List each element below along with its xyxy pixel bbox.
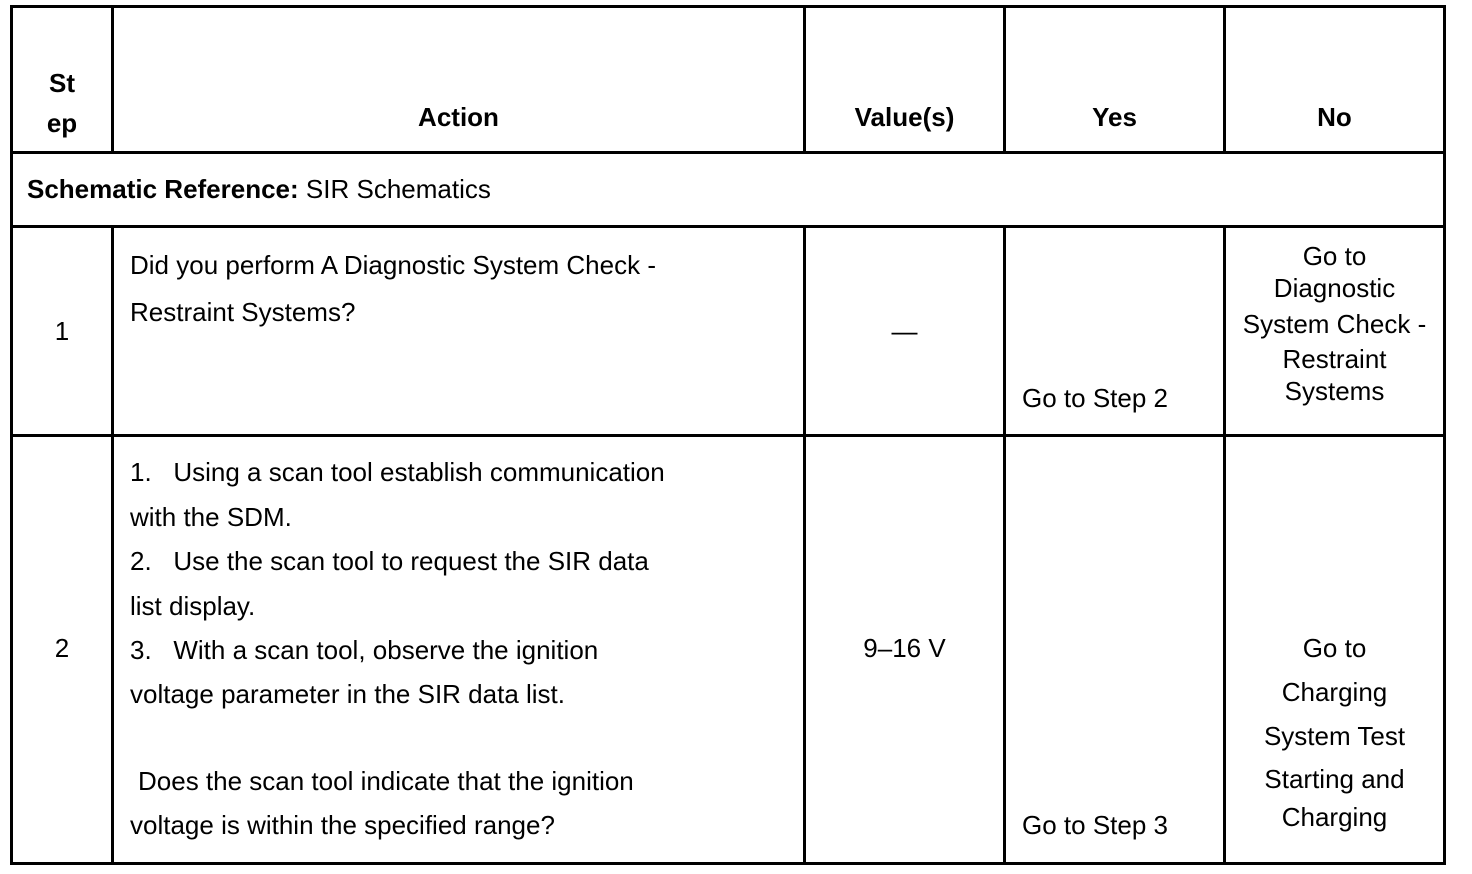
table-border-bottom xyxy=(10,862,1446,865)
row2-action-line: list display. xyxy=(130,591,256,621)
row2-action-line: voltage parameter in the SIR data list. xyxy=(130,679,566,709)
row2-action-line: 2. Use the scan tool to request the SIR data xyxy=(130,546,649,576)
row1-no-line[interactable]: Systems xyxy=(1284,376,1385,406)
row2-yes-link[interactable]: Go to Step 3 xyxy=(1022,810,1168,840)
row2-no-line[interactable]: System Test xyxy=(1263,721,1406,751)
table-border-right xyxy=(1443,5,1446,865)
row2-no-line[interactable]: Charging xyxy=(1281,677,1388,707)
header-action: Action xyxy=(418,102,499,132)
header-step: St ep xyxy=(46,68,78,138)
row1-action-line: Did you perform A Diagnostic System Check - xyxy=(130,250,656,280)
row2-question-line: Does the scan tool indicate that the ignition xyxy=(138,766,634,796)
row1-no-line[interactable]: Restraint xyxy=(1282,344,1387,374)
row2-action-line: with the SDM. xyxy=(130,502,292,532)
row1-no-line[interactable]: Diagnostic xyxy=(1273,273,1396,303)
header-divider xyxy=(10,151,1446,154)
row1-yes-link[interactable]: Go to Step 2 xyxy=(1022,383,1168,413)
row-divider xyxy=(10,434,1446,437)
diagnostic-table xyxy=(10,5,1446,865)
row1-value: — xyxy=(891,316,918,346)
row2-no-line[interactable]: Charging xyxy=(1281,802,1388,832)
row1-no-line[interactable]: Go to xyxy=(1302,241,1367,271)
row2-no-line[interactable]: Go to xyxy=(1302,633,1367,663)
row2-action-line: 3. With a scan tool, observe the ignition xyxy=(130,635,599,665)
column-divider xyxy=(1003,225,1006,865)
schematic-reference xyxy=(27,174,491,205)
row2-value: 9–16 V xyxy=(863,633,946,663)
row2-no-line[interactable]: Starting and xyxy=(1264,764,1405,794)
schematic-reference-link[interactable]: SIR Schematics xyxy=(305,174,491,204)
header-no: No xyxy=(1317,102,1352,132)
schematic-reference-label: Schematic Reference: xyxy=(27,174,299,204)
row1-step: 1 xyxy=(54,316,70,346)
header-yes: Yes xyxy=(1092,102,1137,132)
row2-question-line: voltage is within the specified range? xyxy=(130,810,555,840)
row1-no-line[interactable]: System Check - xyxy=(1242,309,1427,339)
row2-action-line: 1. Using a scan tool establish communication xyxy=(130,457,665,487)
schematic-divider xyxy=(10,225,1446,228)
row1-action-line: Restraint Systems? xyxy=(130,297,356,327)
table-border-top xyxy=(10,5,1446,8)
row2-step: 2 xyxy=(54,633,70,663)
column-divider xyxy=(111,225,114,865)
header-values: Value(s) xyxy=(854,102,955,132)
